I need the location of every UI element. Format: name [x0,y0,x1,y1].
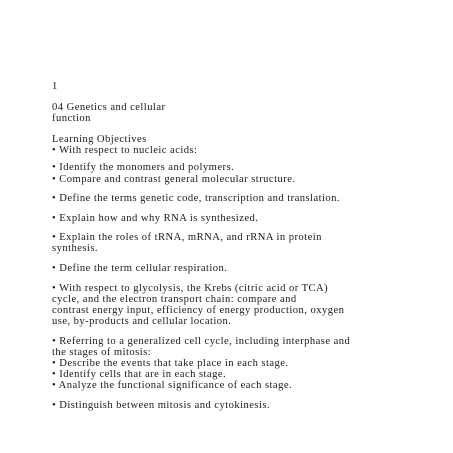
objective-rna-roles-line-1: • Explain the roles of tRNA, mRNA, and rRNA in protein [52,232,322,243]
page-number: 1 [52,81,58,92]
objective-cell-cycle-line-3: • Describe the events that take place in each stage. [52,358,289,369]
objective-rna-synthesis: • Explain how and why RNA is synthesized. [52,213,259,224]
objective-glycolysis-line-4: use, by-products and cellular location. [52,316,232,327]
objective-respiration: • Define the term cellular respiration. [52,263,228,274]
objective-nucleic-2: • Compare and contrast general molecular structure. [52,174,296,185]
objective-cell-cycle-line-5: • Analyze the functional significance of each stage. [52,380,293,391]
title-line-1: 04 Genetics and cellular [52,102,166,113]
objective-glycolysis-line-2: cycle, and the electron transport chain: compare and [52,294,297,305]
objective-glycolysis-line-3: contrast energy input, efficiency of energy production, oxygen [52,305,345,316]
objective-mitosis: • Distinguish between mitosis and cytokinesis. [52,400,271,411]
objective-nucleic-1: • Identify the monomers and polymers. [52,162,235,173]
objective-cell-cycle-line-2: the stages of mitosis: [52,347,152,358]
objective-rna-roles-line-2: synthesis. [52,243,98,254]
objective-nucleic-intro: • With respect to nucleic acids: [52,145,198,156]
objective-cell-cycle-line-4: • Identify cells that are in each stage. [52,369,227,380]
objective-genetic-code: • Define the terms genetic code, transcription and translation. [52,193,340,204]
section-heading: Learning Objectives [52,134,147,145]
title-line-2: function [52,113,91,124]
objective-glycolysis-line-1: • With respect to glycolysis, the Krebs (citric acid or TCA) [52,283,329,294]
objective-cell-cycle-line-1: • Referring to a generalized cell cycle, including interphase and [52,336,351,347]
